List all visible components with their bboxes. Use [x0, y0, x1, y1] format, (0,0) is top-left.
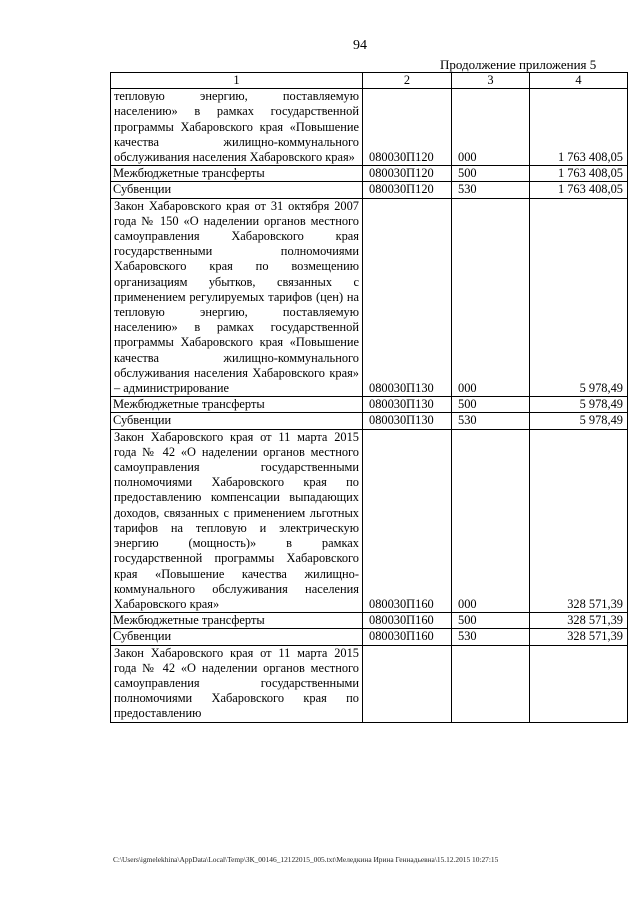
row-amount: 5 978,49	[530, 413, 628, 429]
row-amount: 5 978,49	[530, 397, 628, 413]
row-expense-type: 530	[452, 629, 530, 645]
row-code: 080030П160	[363, 629, 452, 645]
file-path-footer: C:\Users\igmelekhina\AppData\Local\Temp\ЗК_00146_12122015_005.txt\Меледкина Ирина Геннадьевна\15.12.2015 10:27:15	[113, 855, 499, 864]
row-description: Закон Хабаровского края от 11 марта 2015 года № 42 «О наделении органов местного самоуправления государственными полномочиями Хабаровского края по предоставлению компенсации выпадающих доходов, связанных с применением льготных тарифов на тепловую и электрическую энергию (мощность)» в рамках государственной программы Хабаровского края «Повышение качества жилищно-коммунального обслуживания населения Хабаровского края»	[111, 429, 363, 612]
row-expense-type: 530	[452, 182, 530, 198]
row-description: Закон Хабаровского края от 11 марта 2015 года № 42 «О наделении органов местного самоуправления государственными полномочиями Хабаровского края по предоставлению	[111, 645, 363, 722]
row-amount: 1 763 408,05	[530, 89, 628, 166]
row-description: Субвенции	[111, 629, 363, 645]
row-amount: 328 571,39	[530, 429, 628, 612]
row-code: 080030П120	[363, 182, 452, 198]
table-row	[111, 166, 628, 182]
column-header: 2	[363, 73, 452, 89]
row-amount: 328 571,39	[530, 629, 628, 645]
page-number: 94	[353, 38, 367, 53]
row-expense-type: 000	[452, 429, 530, 612]
row-expense-type: 000	[452, 198, 530, 397]
row-amount: 1 763 408,05	[530, 182, 628, 198]
table-header-row	[111, 73, 628, 89]
row-amount: 1 763 408,05	[530, 166, 628, 182]
row-code: 080030П160	[363, 429, 452, 612]
table-row	[111, 397, 628, 413]
row-description: Межбюджетные трансферты	[111, 166, 363, 182]
continuation-label: Продолжение приложения 5	[440, 57, 597, 72]
column-header: 4	[530, 73, 628, 89]
row-code: 080030П120	[363, 166, 452, 182]
row-code: 080030П130	[363, 397, 452, 413]
row-code: 080030П130	[363, 413, 452, 429]
row-description: Субвенции	[111, 413, 363, 429]
column-header: 1	[111, 73, 363, 89]
row-description: Закон Хабаровского края от 31 октября 2007 года № 150 «О наделении органов местного самоуправления Хабаровского края государственными полномочиями Хабаровского края по возмещению организациям убытков, связанных с применением регулируемых тарифов (цен) на тепловую энергию, поставляемую населению» в рамках государственной программы Хабаровского края «Повышение качества жилищно-коммунального обслуживания населения Хабаровского края» – администрирование	[111, 198, 363, 397]
row-code	[363, 645, 452, 722]
table-row	[111, 198, 628, 397]
row-expense-type: 500	[452, 166, 530, 182]
row-code: 080030П120	[363, 89, 452, 166]
row-expense-type	[452, 645, 530, 722]
row-expense-type: 000	[452, 89, 530, 166]
row-code: 080030П130	[363, 198, 452, 397]
column-header: 3	[452, 73, 530, 89]
row-description: тепловую энергию, поставляемую населению» в рамках государственной программы Хабаровского края «Повышение качества жилищно-коммунального обслуживания населения Хабаровского края»	[111, 89, 363, 166]
row-amount	[530, 645, 628, 722]
table-row	[111, 413, 628, 429]
row-amount: 328 571,39	[530, 613, 628, 629]
row-description: Межбюджетные трансферты	[111, 613, 363, 629]
row-amount: 5 978,49	[530, 198, 628, 397]
table-row	[111, 182, 628, 198]
row-description: Межбюджетные трансферты	[111, 397, 363, 413]
table-row	[111, 429, 628, 612]
table-row	[111, 629, 628, 645]
table-row	[111, 613, 628, 629]
appendix-table	[110, 72, 628, 723]
table-row	[111, 89, 628, 166]
table-row	[111, 645, 628, 722]
row-code: 080030П160	[363, 613, 452, 629]
row-description: Субвенции	[111, 182, 363, 198]
row-expense-type: 530	[452, 413, 530, 429]
row-expense-type: 500	[452, 613, 530, 629]
row-expense-type: 500	[452, 397, 530, 413]
